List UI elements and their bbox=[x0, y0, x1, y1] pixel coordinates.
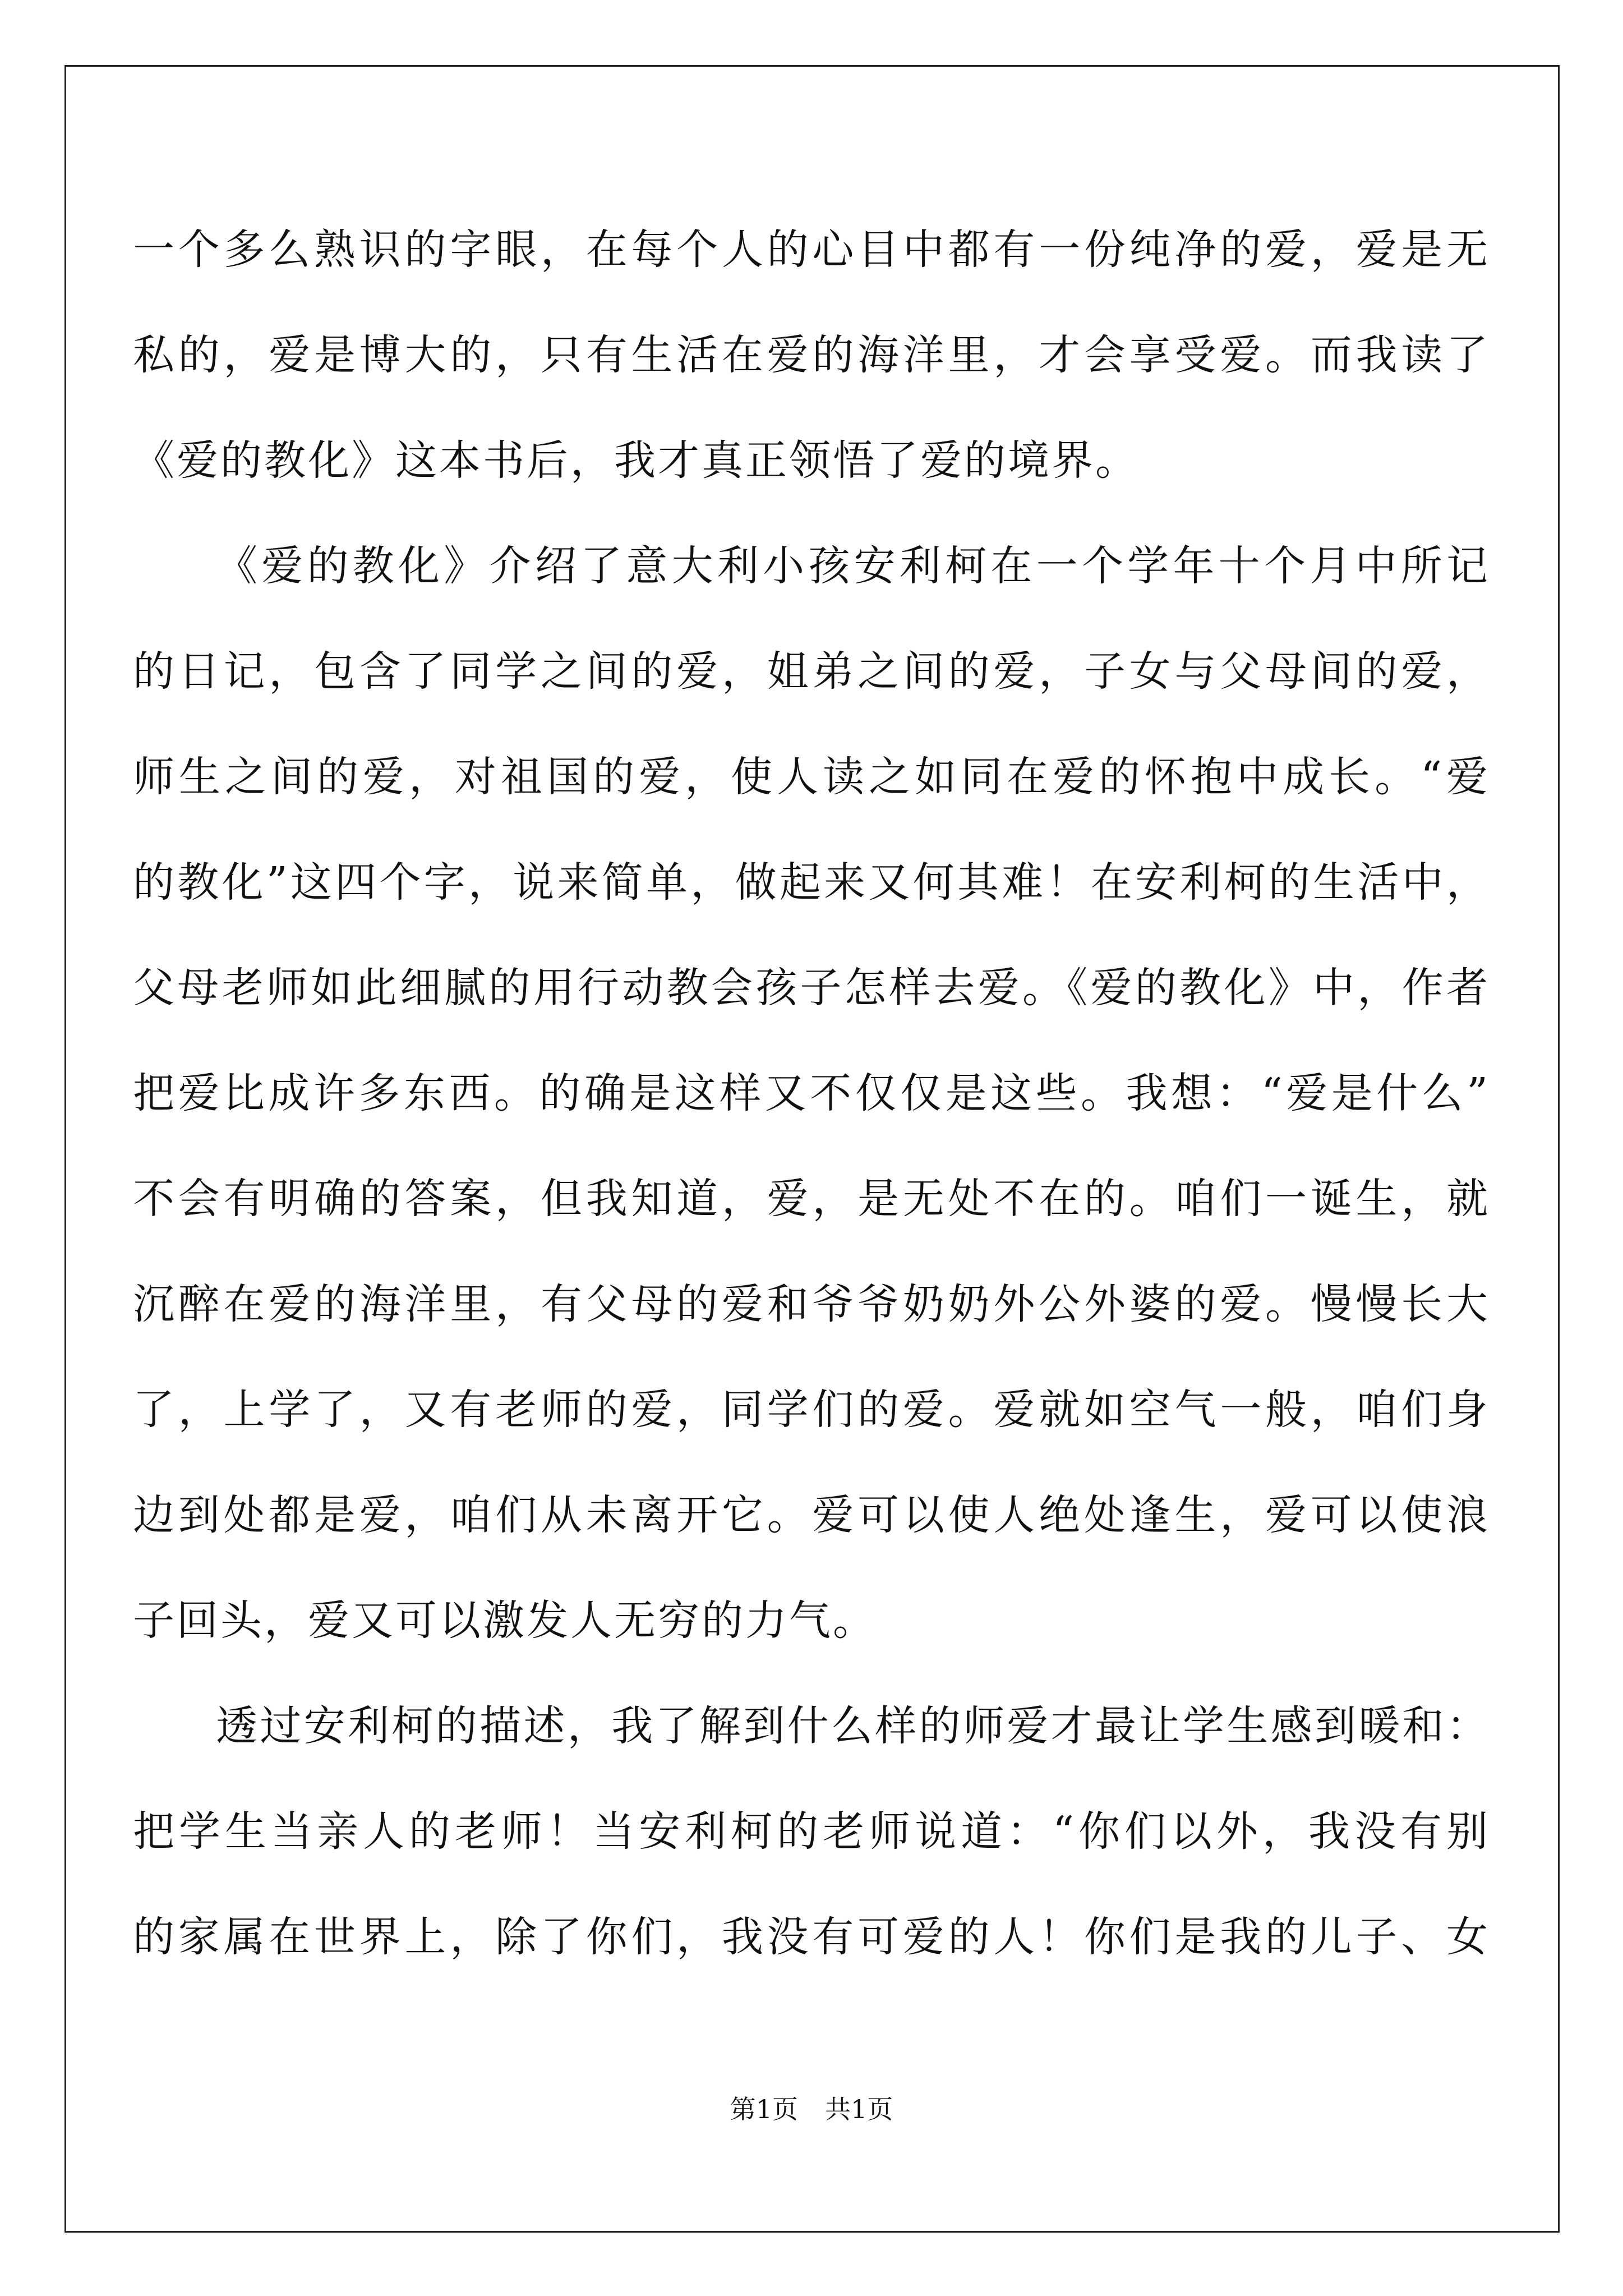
text-line: 师生之间的爱，对祖国的爱，使人读之如同在爱的怀抱中成长。“爱 bbox=[133, 753, 1490, 801]
page-footer bbox=[0, 2087, 1623, 2132]
text-line: 边到处都是爱，咱们从未离开它。爱可以使人绝处逢生，爱可以使浪 bbox=[133, 1491, 1490, 1539]
text-line: 的家属在世界上，除了你们，我没有可爱的人！你们是我的儿子、女 bbox=[133, 1913, 1490, 1961]
text-line: 了，上学了，又有老师的爱，同学们的爱。爱就如空气一般，咱们身 bbox=[133, 1386, 1490, 1434]
page-total: 共1页 bbox=[825, 2094, 893, 2124]
text-line: 的教化”这四个字，说来简单，做起来又何其难！在安利柯的生活中， bbox=[133, 858, 1490, 907]
text-line: 私的，爱是博大的，只有生活在爱的海洋里，才会享受爱。而我读了 bbox=[133, 331, 1490, 379]
page-number: 第1页 bbox=[730, 2094, 798, 2124]
text-line: 把学生当亲人的老师！当安利柯的老师说道：“你们以外，我没有别 bbox=[133, 1807, 1490, 1856]
text-line: 把爱比成许多东西。的确是这样又不仅仅是这些。我想：“爱是什么” bbox=[133, 1069, 1490, 1117]
text-line: 父母老师如此细腻的用行动教会孩子怎样去爱。《爱的教化》中，作者 bbox=[133, 964, 1490, 1012]
text-line: 沉醉在爱的海洋里，有父母的爱和爷爷奶奶外公外婆的爱。慢慢长大 bbox=[133, 1280, 1490, 1328]
text-line: 的日记，包含了同学之间的爱，姐弟之间的爱，子女与父母间的爱， bbox=[133, 647, 1490, 696]
text-line: 不会有明确的答案，但我知道，爱，是无处不在的。咱们一诞生，就 bbox=[133, 1175, 1490, 1223]
paragraph-first-line: 《爱的教化》介绍了意大利小孩安利柯在一个学年十个月中所记 bbox=[216, 542, 1490, 590]
paragraph-first-line: 透过安利柯的描述，我了解到什么样的师爱才最让学生感到暖和： bbox=[216, 1702, 1490, 1750]
text-line: 一个多么熟识的字眼，在每个人的心目中都有一份纯净的爱，爱是无 bbox=[133, 226, 1490, 274]
text-line: 《爱的教化》这本书后，我才真正领悟了爱的境界。 bbox=[133, 436, 1139, 485]
text-line: 子回头，爱又可以激发人无穷的力气。 bbox=[133, 1596, 877, 1645]
